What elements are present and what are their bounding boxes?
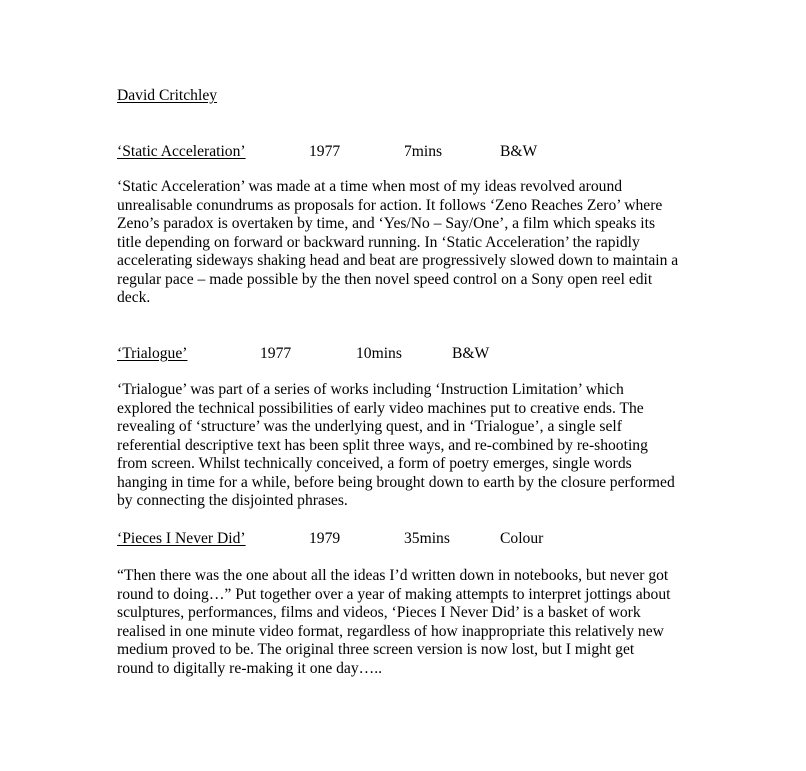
description-line: deck. (117, 289, 151, 306)
work-year: 1977 (309, 143, 341, 160)
work-year: 1979 (309, 530, 341, 547)
work-duration: 10mins (356, 345, 402, 362)
description-line: title depending on forward or backward running. In ‘Static Acceleration’ the rapidly (117, 233, 640, 251)
work-title: ‘Trialogue’ (117, 345, 188, 362)
description-line: hanging in time for a while, before being brought down to earth by the closure performed (117, 473, 675, 491)
description-line: medium proved to be. The original three screen version is now lost, but I might get (117, 641, 635, 658)
description-line: realised in one minute video format, regardless of how inappropriate this relatively new (117, 622, 664, 640)
description-line: “Then there was the one about all the ideas I’d written down in notebooks, but never got (117, 567, 669, 584)
description-line: ‘Static Acceleration’ was made at a time when most of my ideas revolved around (117, 178, 623, 195)
description-line: revealing of ‘structure’ was the underlying quest, and in ‘Trialogue’, a single self (117, 418, 622, 435)
work-description (117, 567, 670, 678)
work-description (117, 178, 678, 308)
work-duration: 35mins (404, 530, 450, 547)
description-line: by connecting the disjointed phrases. (117, 492, 348, 509)
description-line: round to digitally re-making it one day….. (117, 659, 383, 677)
description-line: referential descriptive text has been split three ways, and re-combined by re-shooting (117, 436, 648, 454)
work-title: ‘Pieces I Never Did’ (117, 530, 246, 547)
description-line: sculptures, performances, films and videos, ‘Pieces I Never Did’ is a basket of work (117, 604, 641, 621)
work-format: B&W (500, 143, 538, 160)
description-line: unrealisable conundrums as proposals for action. It follows ‘Zeno Reaches Zero’ where (117, 196, 663, 214)
description-line: accelerating sideways shaking head and beat are progressively slowed down to maintain a (117, 252, 679, 269)
description-line: explored the technical possibilities of early video machines put to creative ends. The (117, 399, 644, 417)
work-duration: 7mins (404, 143, 443, 160)
description-line: from screen. Whilst technically conceived, a form of poetry emerges, single words (117, 455, 632, 472)
description-line: regular pace – made possible by the then novel speed control on a Sony open reel edit (117, 270, 653, 288)
work-year: 1977 (260, 345, 292, 362)
work-title: ‘Static Acceleration’ (117, 143, 246, 160)
work-format: Colour (500, 530, 544, 547)
work-description (117, 381, 675, 511)
description-line: Zeno’s paradox is overtaken by time, and ‘Yes/No – Say/One’, a film which speaks its (117, 215, 656, 232)
description-line: round to doing…” Put together over a year of making attempts to interpret jottings about (117, 585, 671, 603)
author-heading: David Critchley (117, 87, 218, 104)
work-format: B&W (452, 345, 490, 362)
description-line: ‘Trialogue’ was part of a series of works including ‘Instruction Limitation’ which (117, 381, 624, 398)
